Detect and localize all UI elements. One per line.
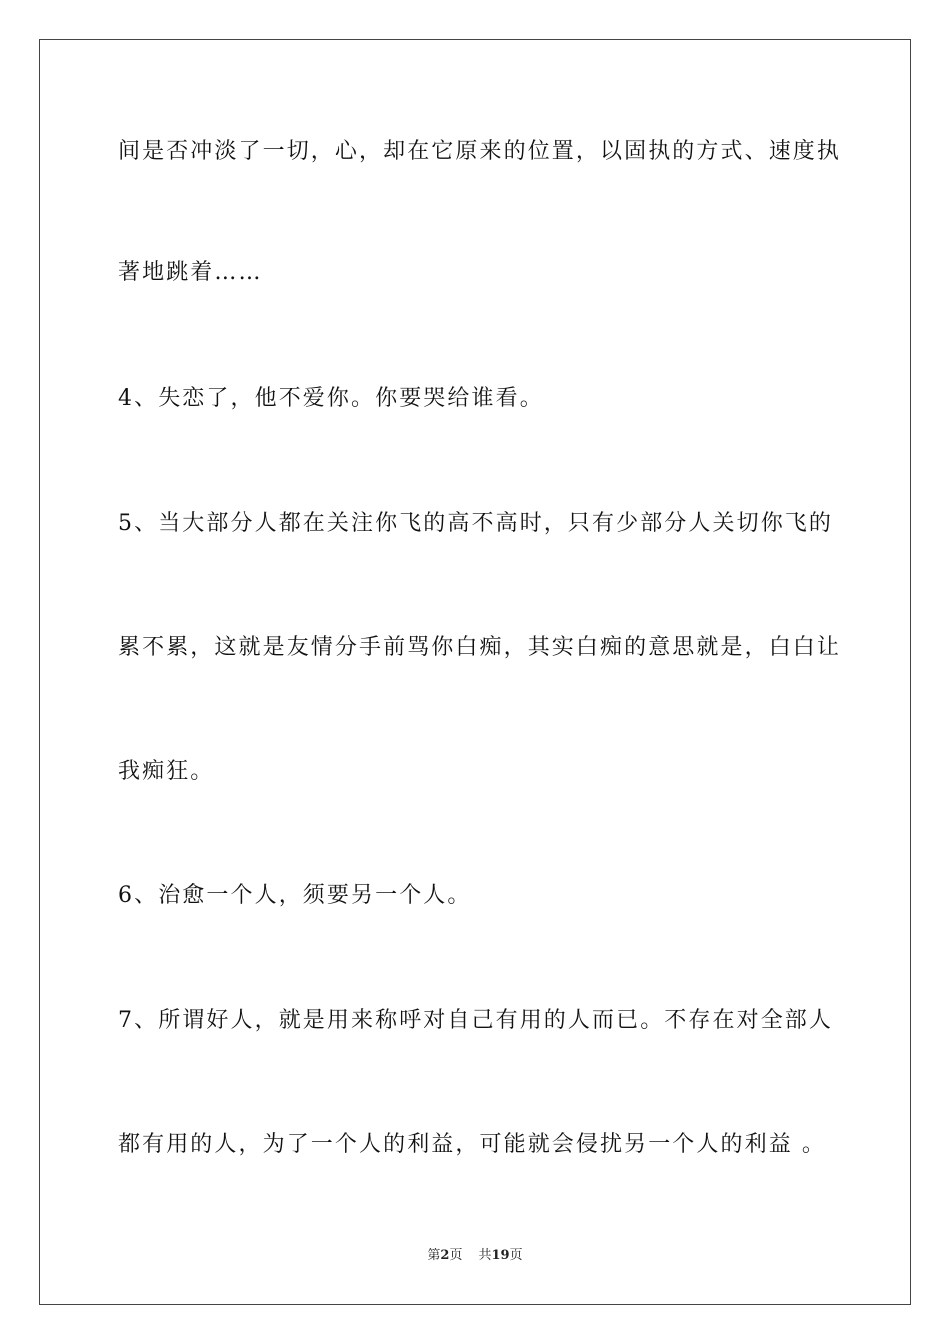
total-prefix: 共: [478, 1248, 492, 1263]
page-suffix: 页: [449, 1248, 463, 1263]
text-line: 累不累，这就是友情分手前骂你白痴，其实白痴的意思就是，白白让: [118, 635, 842, 660]
page-prefix: 第: [427, 1248, 441, 1263]
text-line: 4、失恋了，他不爱你。你要哭给谁看。: [118, 386, 544, 411]
text-line: 著地跳着……: [118, 260, 263, 285]
total-suffix: 页: [509, 1248, 523, 1263]
text-line: 7、所谓好人，就是用来称呼对自己有用的人而已。不存在对全部人: [118, 1008, 833, 1033]
text-line: 我痴狂。: [118, 759, 215, 784]
text-line: 6、治愈一个人，须要另一个人。: [118, 883, 472, 908]
total-pages: 19: [491, 1248, 510, 1263]
page-number: 2: [440, 1248, 450, 1263]
page-border: [39, 39, 911, 1305]
text-line: 都有用的人，为了一个人的利益，可能就会侵扰另一个人的利益 。: [118, 1132, 826, 1157]
text-line: 5、当大部分人都在关注你飞的高不高时，只有少部分人关切你飞的: [118, 511, 833, 536]
page-footer: [0, 1247, 950, 1265]
text-line: 间是否冲淡了一切，心，却在它原来的位置，以固执的方式、速度执: [118, 139, 842, 164]
